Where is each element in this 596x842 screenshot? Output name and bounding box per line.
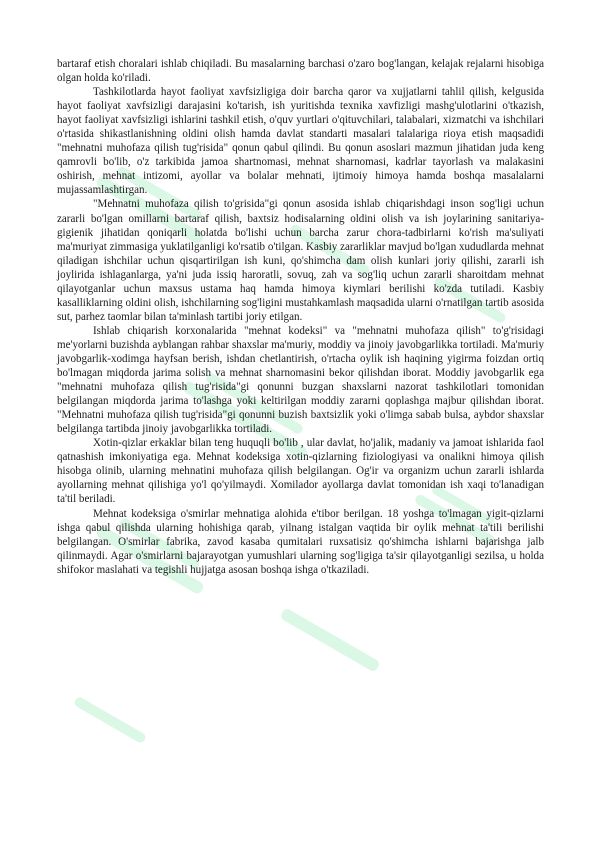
paragraph: Ishlab chiqarish korxonalarida "mehnat kodeksi" va "mehnatni muhofaza qilish" to'g'risidagi me'yorlarni buzishda ayblangan rahbar shaxslar ma'muriy, moddiy va jinoiy javobgarlikka tortiladi. Ma'muriy javobgarlik-xodimga hayfsan berish, ishdan chetlantirish, o'rtacha oylik ish haqining yigirma foizdan ortiq bo'lmagan miqdorda jarima solish va mehnat sharnomasini bekor qilishdan iborat. Moddiy javobgarlik ega "mehnatni muhofaza qilish tug'risida"gi qonunni buzgan shaxslarni nazorat tashkilotlari tomonidan belgilangan miqdorda jarima to'lashga yoki keltirilgan moddiy zararni qoplashga majbur qilishdan iborat. "Mehnatni muhofaza qilish tug'risida"gi qonunni buzish baxtsizlik yoki o'limga sabab bulsa, aybdor shaxslar belgilanga tartibda jinoiy javobgarlikka tortiladi.	[57, 324, 544, 436]
document-body	[57, 57, 544, 577]
paragraph: "Mehnatni muhofaza qilish to'grisida"gi qonun asosida ishlab chiqarishdagi inson sog'ligi uchun zararli bo'lgan omillarni bartaraf qilish, baxtsiz hodisalarning oldini olish va ish joylarining sanitariya-gigienik jihatidan qoniqarli holatda bo'lishi uchun barcha zarur chora-tadbirlarni ko'rish ma'suliyati ma'muriyat zimmasiga yuklatilganligi ko'rsatib o'tilgan. Kasbiy zararliklar mavjud bo'lgan xududlarda mehnat qiladigan ishchilar uchun qisqartirilgan ish kuni, qo'shimcha dam olish kunlari joriy qilishi, zararli ish joylirida ishlaganlarga, ya'ni juda issiq haroratli, sovuq, zah va sog'liq uchun zararli sharoitdam mehnat qilayotganlar uchun maxsus ustama haq hamda himoya kiymlari berilishi ko'zda tutiladi. Kasbiy kasalliklarning oldini olish, ishchilarning sog'ligini mustahkamlash maqsadida ularni o'rnatilgan tartib asosida sut, parhez taomlar bilan ta'minlash tartibi joriy etilgan.	[57, 198, 544, 323]
paragraph: bartaraf etish choralari ishlab chiqiladi. Bu masalarning barchasi o'zaro bog'langan, kelajak rejalarni hisobiga olgan holda ko'riladi.	[57, 58, 544, 85]
paragraph: Xotin-qizlar erkaklar bilan teng huquqli bo'lib , ular davlat, ho'jalik, madaniy va jamoat ishlarida faol qatnashish imkoniyatiga ega. Mehnat kodeksiga xotin-qizlarning fiziologiyasi va onalikni himoya qilish hisobga olinib, ularning mehnatini muhofaza qilish belgilangan. Og'ir va organizm uchun zararli ishlarda ayollarning mehnat qilishiga yo'l qo'yilmaydi. Xomilador ayollarga davlat tomonidan ish xaqi to'lanadigan ta'til beriladi.	[57, 437, 544, 506]
paragraph: Tashkilotlarda hayot faoliyat xavfsizligiga doir barcha qaror va xujjatlarni tahlil qilish, kelgusida hayot faoliyat xavfsizligi darajasini ko'tarish, ish yuritishda texnika xavfizligi mashg'ulotlarini o'tkazish, hayot faoliyat xavfsizligi ishlarini tashkil etish, o'quv yurtlari o'qituvchilari, talabalari, xizmatchi va ishchilari o'rtasida shikastlanishning oldini olish hamda davlat standarti masalari talalariga rioya etish maqsadidi "mehnatni muhofaza qilish tug'risida" qonun qabul qilindi. Bu qonun asoslari mazmun jihatidan juda keng qamrovli bo'lib, o'z tarkibida jamoa shartnomasi, mehnat sharnomasi, kadrlar tayorlash va malakasini oshirish, mehnat intizomi, ayollar va bolalar mehnati, ijtimoiy himoya hamda boshqa masalalarni mujassamlashtirgan.	[57, 86, 544, 197]
paragraph: Mehnat kodeksiga o'smirlar mehnatiga alohida e'tibor berilgan. 18 yoshga to'lmagan yigit-qizlarni ishga qabul qilishda ularning hohishiga qarab, yilnang istalgan vaqtida bir oylik mehnat ta'tili berilishi belgilangan. O'smirlar fabrika, zavod kasaba qumitalari ruxsatisiz qo'shimcha ishlarni bajarishga jalb qilinmaydi. Agar o'smirlarni bajarayotgan yumushlari ularning sog'ligiga ta'sir qilayotganligi sezilsa, u holda shifokor maslahati va tegishli hujjatga asosan boshqa ishga o'tkaziladi.	[57, 507, 544, 576]
